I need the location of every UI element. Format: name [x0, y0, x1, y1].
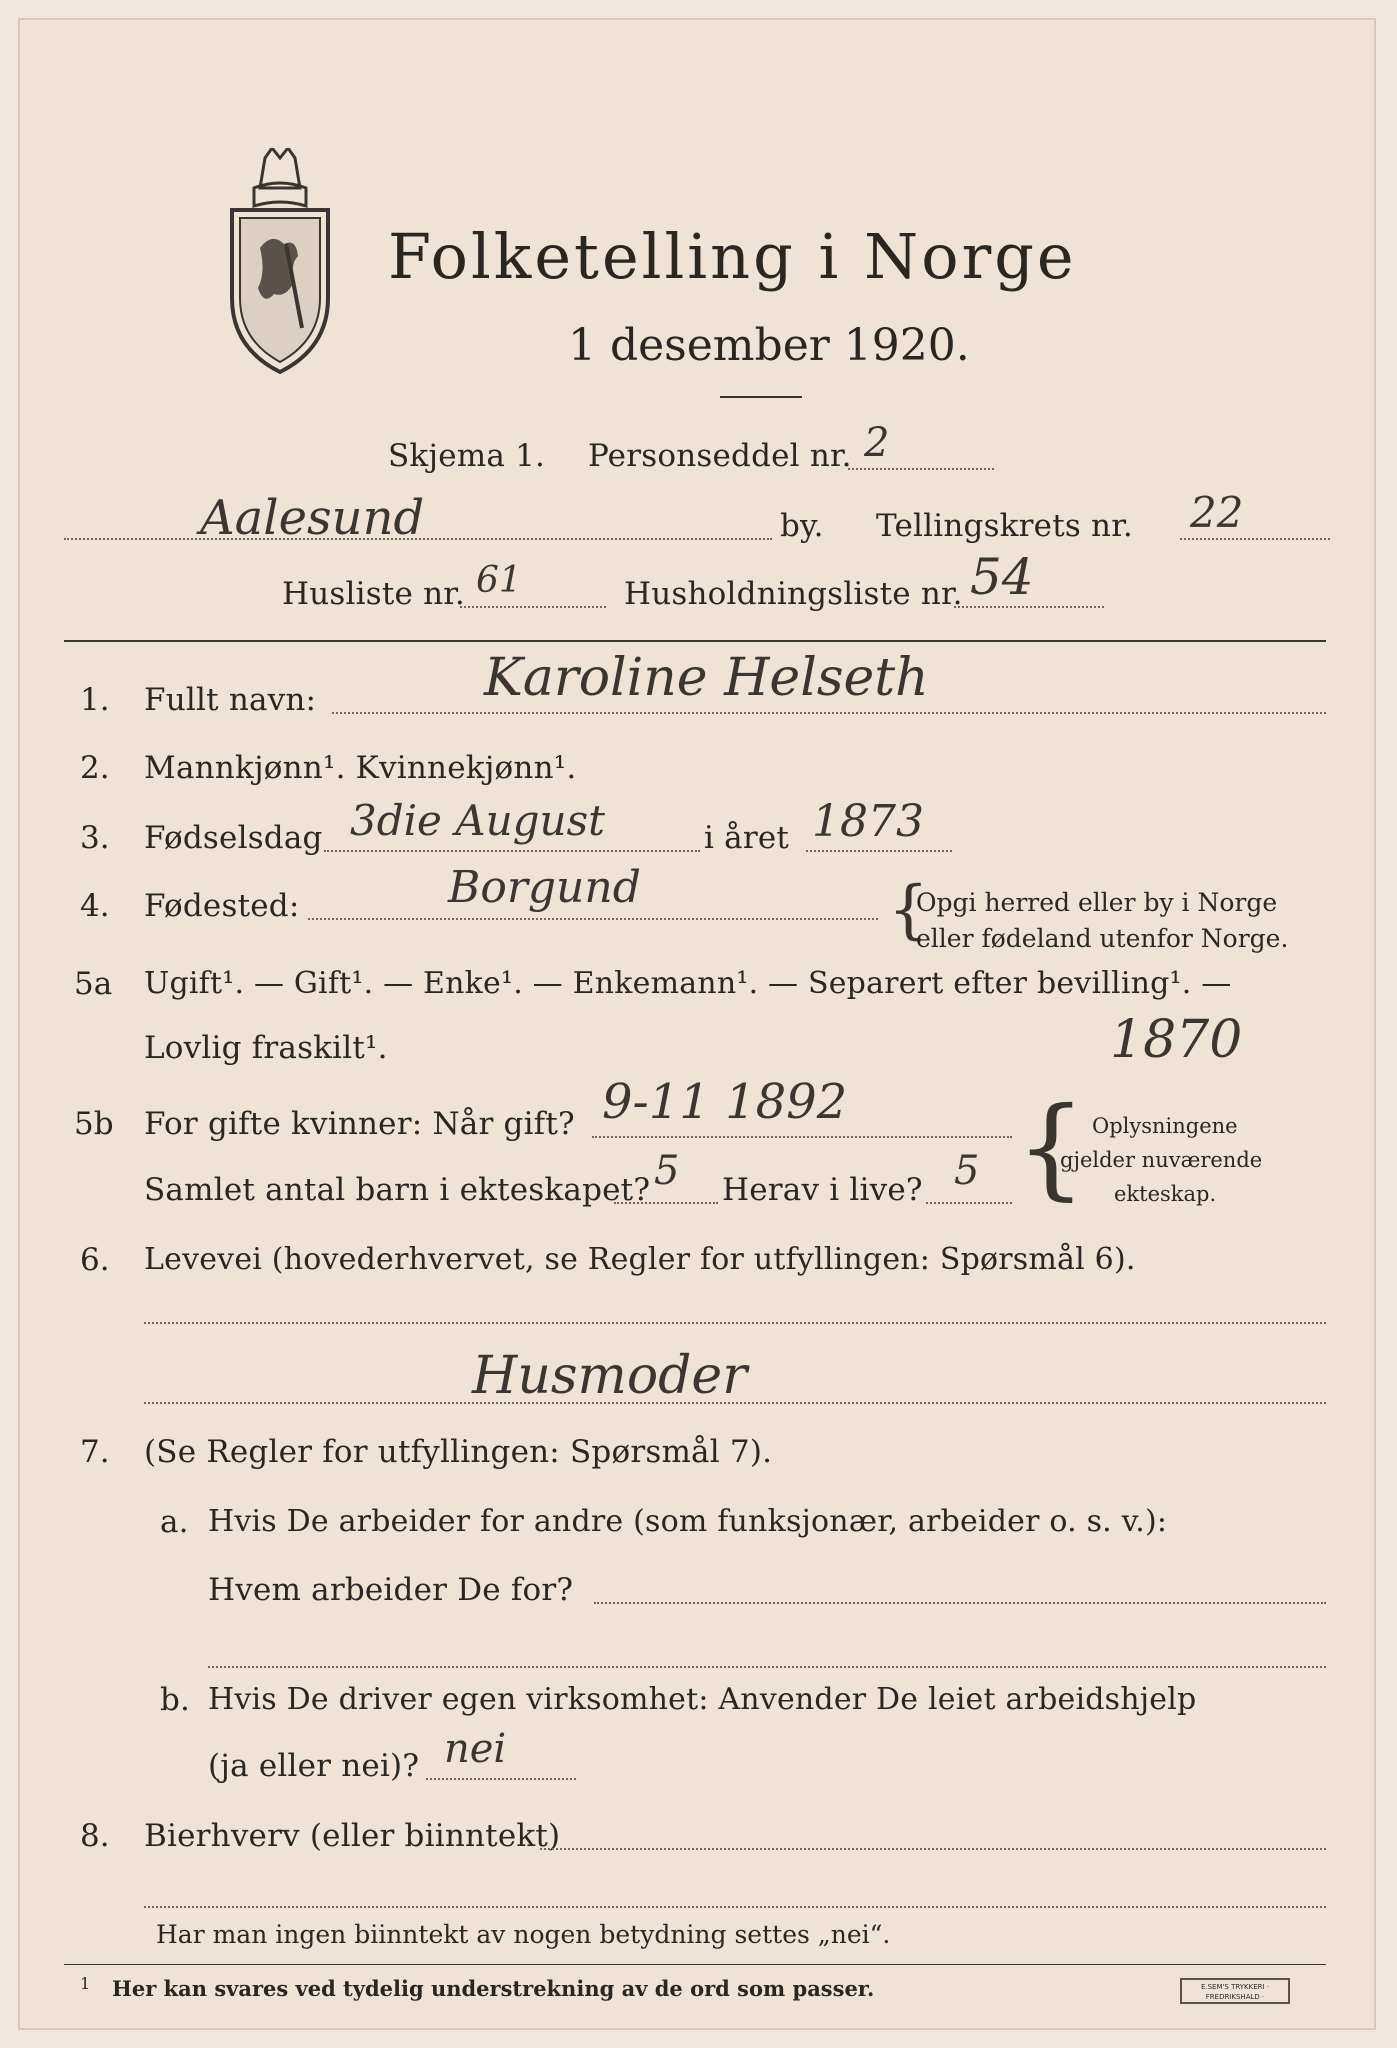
- personseddel-line: [848, 468, 994, 470]
- q3-number: 3.: [80, 820, 110, 856]
- q5a-margin-note: 1870: [1110, 1010, 1243, 1070]
- q8-label: Bierhverv (eller biinntekt): [144, 1818, 561, 1854]
- q5b-alive-label: Herav i live?: [722, 1172, 923, 1208]
- skjema-label: Skjema 1.: [388, 438, 546, 474]
- husliste-value[interactable]: 61: [476, 560, 522, 601]
- printer-stamp-text: E.SEM'S TRYKKERI · FREDRIKSHALD ·: [1200, 1983, 1270, 2001]
- q5a-number: 5a: [74, 966, 113, 1002]
- census-date: 1 desember 1920.: [568, 320, 970, 371]
- q7b-value[interactable]: nei: [444, 1726, 507, 1772]
- husliste-line: [460, 606, 606, 608]
- q1-line: [332, 712, 1326, 714]
- header-divider: [64, 640, 1326, 642]
- husholdningsliste-value[interactable]: 54: [970, 548, 1034, 606]
- q5a-line2: Lovlig fraskilt¹.: [144, 1030, 388, 1066]
- footer-note: Har man ingen biinntekt av nogen betydning settes „nei“.: [156, 1920, 891, 1949]
- q7a-line2: Hvem arbeider De for?: [208, 1572, 574, 1608]
- q4-value[interactable]: Borgund: [448, 862, 641, 913]
- husholdningsliste-line: [954, 606, 1104, 608]
- q5b-number: 5b: [74, 1106, 114, 1142]
- q3-year-line: [806, 850, 952, 852]
- q5a-line1: Ugift¹. — Gift¹. — Enke¹. — Enkemann¹. — Separert efter bevilling¹. —: [144, 966, 1232, 1001]
- footer-divider: [64, 1964, 1326, 1965]
- q3-day-value[interactable]: 3die August: [350, 796, 605, 845]
- q7a-line-2: [208, 1666, 1326, 1668]
- q5b-alive-line: [926, 1202, 1012, 1204]
- title-divider: [720, 396, 802, 398]
- q5b-children-line: [614, 1202, 718, 1204]
- tellingskrets-line: [1180, 538, 1330, 540]
- q7b-line2: (ja eller nei)?: [208, 1748, 420, 1784]
- q6-value[interactable]: Husmoder: [472, 1346, 748, 1406]
- q7a-line1: Hvis De arbeider for andre (som funksjonær, arbeider o. s. v.):: [208, 1504, 1168, 1539]
- tellingskrets-value[interactable]: 22: [1190, 488, 1244, 537]
- q5b-children-value[interactable]: 5: [654, 1148, 680, 1194]
- q2-label: Mannkjønn¹. Kvinnekjønn¹.: [144, 750, 577, 786]
- by-label: by.: [780, 508, 824, 544]
- q5b-brace: {: [1016, 1083, 1086, 1211]
- personseddel-label: Personseddel nr.: [588, 438, 852, 474]
- husholdningsliste-label: Husholdningsliste nr.: [624, 576, 963, 612]
- q1-value[interactable]: Karoline Helseth: [484, 648, 929, 708]
- q5b-children-label: Samlet antal barn i ekteskapet?: [144, 1172, 651, 1208]
- q6-line-1: [144, 1322, 1326, 1324]
- q4-note-1: Opgi herred eller by i Norge: [916, 888, 1278, 917]
- q7-number: 7.: [80, 1434, 110, 1470]
- q5b-alive-value[interactable]: 5: [954, 1148, 980, 1194]
- q7b-number: b.: [160, 1682, 191, 1718]
- q5b-label: For gifte kvinner: Når gift?: [144, 1106, 575, 1142]
- q7b-answer-line: [426, 1778, 576, 1780]
- q3-day-line: [324, 850, 700, 852]
- q8-line-1: [540, 1848, 1326, 1850]
- census-form-page: [18, 18, 1376, 2030]
- q7-label: (Se Regler for utfyllingen: Spørsmål 7).: [144, 1434, 773, 1470]
- q4-label: Fødested:: [144, 888, 300, 924]
- q5b-note-2: gjelder nuværende: [1060, 1148, 1263, 1172]
- q4-number: 4.: [80, 888, 110, 924]
- q5b-note-1: Oplysningene: [1092, 1114, 1238, 1138]
- personseddel-value[interactable]: 2: [864, 420, 890, 466]
- q4-brace: {: [888, 873, 929, 947]
- q5b-married-value[interactable]: 9-11 1892: [602, 1074, 848, 1130]
- coat-of-arms-icon: [220, 148, 340, 378]
- q6-label: Levevei (hovederhvervet, se Regler for utfyllingen: Spørsmål 6).: [144, 1242, 1136, 1277]
- q7b-line1: Hvis De driver egen virksomhet: Anvender De leiet arbeidshjelp: [208, 1682, 1197, 1717]
- city-value[interactable]: Aalesund: [200, 490, 425, 546]
- q6-number: 6.: [80, 1242, 110, 1278]
- q8-line-2: [144, 1906, 1326, 1908]
- q8-number: 8.: [80, 1818, 110, 1854]
- q1-number: 1.: [80, 682, 110, 718]
- q3-year-value[interactable]: 1873: [812, 796, 924, 847]
- q3-label: Fødselsdag: [144, 820, 323, 856]
- form-title: Folketelling i Norge: [388, 220, 1077, 293]
- printer-stamp: [1180, 1978, 1290, 2004]
- q3-year-label: i året: [704, 820, 790, 856]
- footnote-text: Her kan svares ved tydelig understrekning av de ord som passer.: [112, 1976, 875, 2001]
- tellingskrets-label: Tellingskrets nr.: [876, 508, 1133, 544]
- q1-label: Fullt navn:: [144, 682, 317, 718]
- q5b-note-3: ekteskap.: [1114, 1182, 1217, 1206]
- q4-note-2: eller fødeland utenfor Norge.: [916, 924, 1289, 953]
- q2-number: 2.: [80, 750, 110, 786]
- footnote-mark: 1: [80, 1974, 91, 1993]
- q7a-number: a.: [160, 1504, 189, 1540]
- q4-line: [308, 918, 878, 920]
- husliste-label: Husliste nr.: [282, 576, 465, 612]
- q5b-married-line: [592, 1136, 1012, 1138]
- q7a-line-1: [594, 1602, 1326, 1604]
